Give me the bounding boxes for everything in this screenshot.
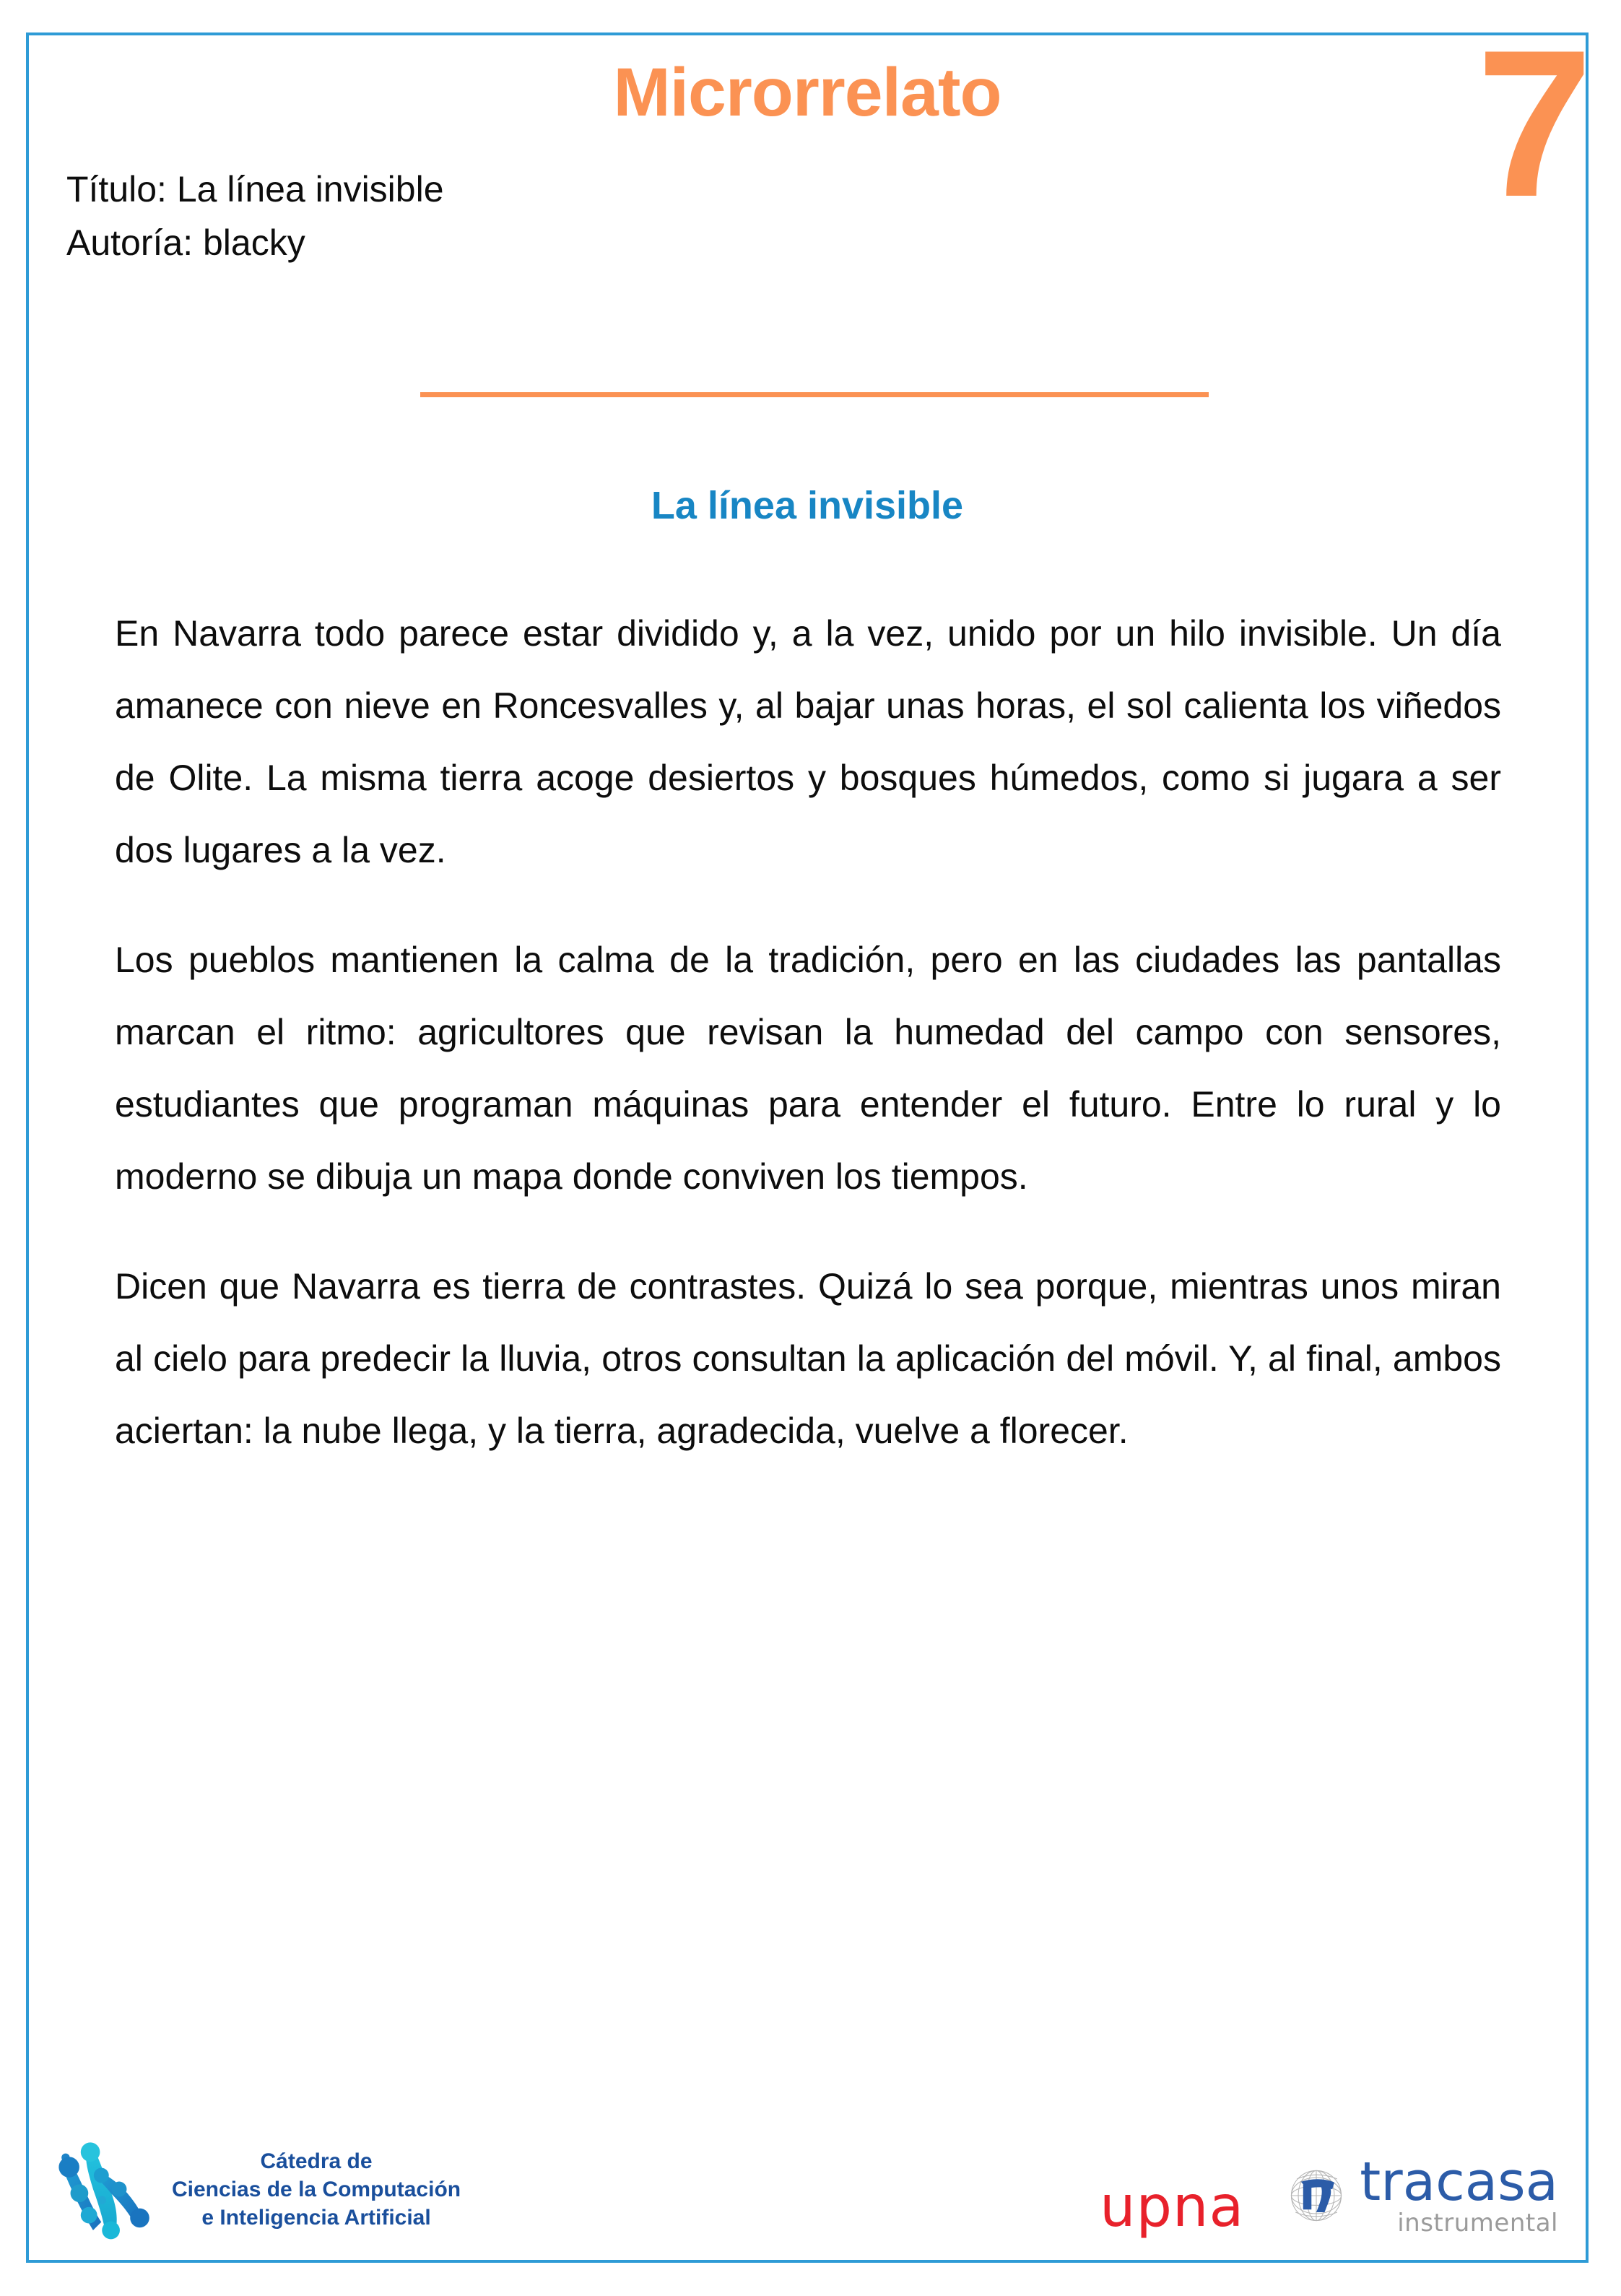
issue-number: 7 xyxy=(1476,7,1593,241)
tracasa-tagline: instrumental xyxy=(1397,2209,1558,2237)
upna-logo: upna xyxy=(1100,2175,1245,2240)
divider-container xyxy=(29,392,1586,407)
story-title-label: Título: La línea invisible xyxy=(66,169,444,209)
story-paragraph: Los pueblos mantienen la calma de la tradición, pero en las ciudades las pantallas marcan el ritmo: agricultores que revisan la humedad del campo con sensores, estudiantes que programan máquinas para entender el futuro. Entre lo rural y lo moderno se dibuja un mapa donde conviven los tiempos. xyxy=(115,940,1501,1197)
catedra-line-3: e Inteligencia Artificial xyxy=(201,2205,431,2230)
page-title: Microrrelato xyxy=(613,54,1001,131)
tracasa-logo xyxy=(1282,2150,1558,2237)
page-footer xyxy=(29,2072,1586,2260)
partner-logos xyxy=(1100,2150,1558,2240)
metadata-block xyxy=(66,163,444,269)
tracasa-name: tracasa xyxy=(1360,2150,1558,2213)
story-author-label: Autoría: blacky xyxy=(66,222,305,263)
catedra-wordmark xyxy=(172,2147,461,2232)
page-frame xyxy=(26,7,1593,2263)
catedra-logo xyxy=(51,2134,461,2244)
catedra-line-2: Ciencias de la Computación xyxy=(172,2177,461,2201)
story-paragraph: Dicen que Navarra es tierra de contrastes. Quizá lo sea porque, mientras unos miran al cielo para predecir la lluvia, otros consultan la aplicación del móvil. Y, al final, ambos aciertan: la nube llega, y la tierra, agradecida, vuelve a florecer. xyxy=(115,1266,1501,1451)
page-header xyxy=(29,7,1593,339)
catedra-network-icon xyxy=(51,2134,160,2244)
story-heading: La línea invisible xyxy=(651,484,964,527)
tracasa-wordmark xyxy=(1360,2150,1558,2237)
story-paragraph: En Navarra todo parece estar dividido y, a la vez, unido por un hilo invisible. Un día amanece con nieve en Roncesvalles y, al bajar unas horas, el sol calienta los viñedos de Olite. La misma tierra acoge desiertos y bosques húmedos, como si jugara a ser dos lugares a la vez. xyxy=(115,613,1501,870)
story-body xyxy=(115,597,1501,1467)
horizontal-rule xyxy=(420,392,1209,397)
tracasa-globe-icon xyxy=(1282,2161,1351,2230)
catedra-line-1: Cátedra de xyxy=(260,2149,373,2173)
